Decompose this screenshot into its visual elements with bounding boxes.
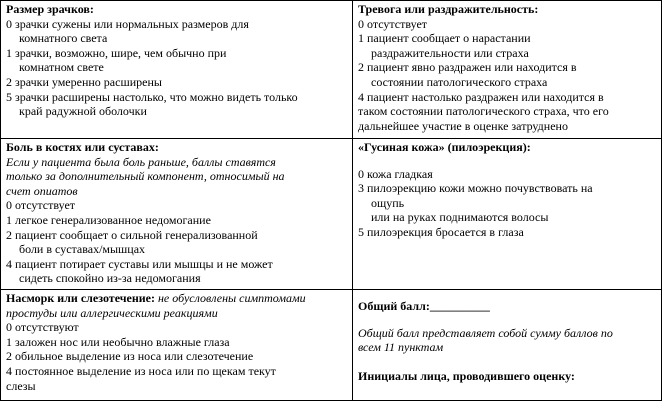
joint-line-0: 0 отсутствует <box>6 198 76 213</box>
anxiety-line-2: раздражительности или страха <box>371 45 529 60</box>
cell-pupil-size <box>1 1 352 138</box>
pupil-line-4: 2 зрачки умеренно расширены <box>6 74 162 89</box>
anxiety-title: Тревога или раздражительность: <box>358 2 539 16</box>
anxiety-line-7: дальнейшее участие в оценке затруднено <box>358 118 568 133</box>
runny-line-0: 0 отсутствуют <box>6 320 79 335</box>
total-note-1: всем 11 пунктам <box>358 340 444 355</box>
runny-line-4: слезы <box>6 378 36 393</box>
anxiety-line-6: таком состоянии патологического страха, что его <box>358 104 609 119</box>
joint-note-2: счет опиатов <box>6 183 78 198</box>
runny-line-2: 2 обильное выделение из носа или слезотечение <box>6 349 254 364</box>
runny-note-b: простуды или аллергическими реакциями <box>6 305 218 320</box>
joint-note-1: только за дополнительный компонент, относимый на <box>6 169 285 184</box>
runny-line-3: 4 постоянное выделение из носа или по щекам текут <box>6 363 276 378</box>
joint-line-2: 2 пациент сообщает о сильной генерализованной <box>6 227 258 242</box>
gooseflesh-line-2: ощупь <box>371 195 405 210</box>
pupil-line-3: комнатном свете <box>19 60 104 75</box>
gooseflesh-title: «Гусиная кожа» (пилоэрекция): <box>358 140 531 154</box>
anxiety-line-3: 2 пациент явно раздражен или находится в <box>358 60 577 75</box>
runny-note-a: не обусловлены симптомами <box>154 291 306 305</box>
joint-note-0: Если у пациента была боль раньше, баллы ставятся <box>6 154 276 169</box>
runny-line-1: 1 заложен нос или необычно влажные глаза <box>6 334 230 349</box>
cell-anxiety <box>352 1 661 138</box>
joint-line-4: 4 пациент потирает суставы или мышцы и не может <box>6 256 273 271</box>
joint-line-5: сидеть спокойно из-за недомогания <box>19 271 201 286</box>
pupil-title: Размер зрачков: <box>6 2 94 16</box>
pupil-line-0: 0 зрачки сужены или нормальных размеров для <box>6 16 249 31</box>
total-note-0: Общий балл представляет собой сумму баллов по <box>358 325 613 340</box>
anxiety-line-4: состоянии патологического страха <box>371 74 548 89</box>
total-score-label: Общий балл:__________ <box>358 299 490 313</box>
assessor-initials-label: Инициалы лица, проводившего оценку: <box>358 368 575 383</box>
pupil-line-2: 1 зрачки, возможно, шире, чем обычно при <box>6 45 227 60</box>
gooseflesh-line-3: или на руках поднимаются волосы <box>371 210 549 225</box>
runny-title: Насморк или слезотечение: <box>6 291 155 305</box>
gooseflesh-line-0: 0 кожа гладкая <box>358 166 433 181</box>
anxiety-line-5: 4 пациент настолько раздражен или находится в <box>358 89 604 104</box>
gooseflesh-line-1: 3 пилоэрекцию кожи можно почувствовать на <box>358 181 593 196</box>
cell-total-score <box>352 289 661 400</box>
pupil-line-6: край радужной оболочки <box>19 104 147 119</box>
joint-line-3: боли в суставах/мышцах <box>19 242 146 257</box>
pupil-line-1: комнатного света <box>19 31 108 46</box>
joint-line-1: 1 легкое генерализованное недомогание <box>6 212 211 227</box>
cell-gooseflesh <box>352 138 661 289</box>
pupil-line-5: 5 зрачки расширены настолько, что можно видеть только <box>6 89 298 104</box>
anxiety-line-1: 1 пациент сообщает о нарастании <box>358 31 531 46</box>
anxiety-line-0: 0 отсутствует <box>358 16 428 31</box>
joint-title: Боль в костях или суставах: <box>6 140 159 154</box>
cell-runny-nose <box>1 289 352 400</box>
cell-joint-pain <box>1 138 352 289</box>
gooseflesh-line-4: 5 пилоэрекция бросается в глаза <box>358 224 524 239</box>
